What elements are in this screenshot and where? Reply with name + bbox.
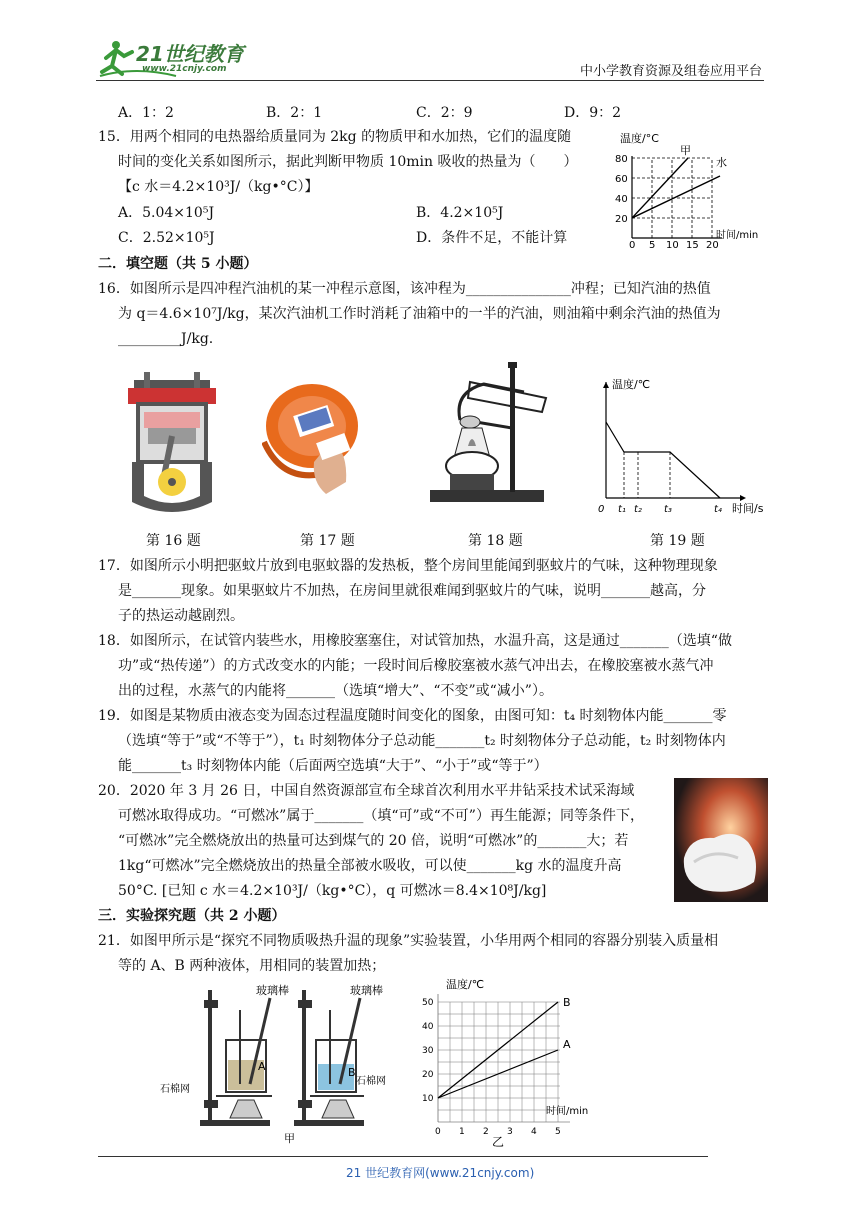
mosquito-heater-photo: [262, 382, 358, 498]
q19-line3: 能_______t₃ 时刻物体内能（后面两空选填“大于”、“小于”或“等于”）: [118, 758, 548, 774]
q19-line2: （选填“等于”或“不等于”），t₁ 时刻物体分子总动能_______t₂ 时刻物体分子总动能，t₂ 时刻物体内: [118, 733, 726, 749]
q15-graph-jia-label: 甲: [680, 144, 691, 157]
q21-line1: 21．如图甲所示是“探究不同物质吸热升温的现象”实验装置，小华用两个相同的容器分别装入质量相: [98, 933, 719, 949]
svg-text:5: 5: [555, 1127, 561, 1137]
q17-line3: 子的热运动越剧烈。: [118, 608, 244, 624]
caption-q19: 第 19 题: [650, 533, 705, 549]
svg-text:t₁: t₁: [618, 504, 626, 515]
q21-line2: 等的 A、B 两种液体，用相同的装置加热；: [118, 958, 386, 974]
svg-text:1: 1: [459, 1127, 465, 1137]
q18-line1: 18．如图所示，在试管内装些水，用橡胶塞塞住，对试管加热，水温升高，这是通过_______（选填“做: [98, 633, 732, 649]
q16-line1: 16．如图所示是四冲程汽油机的某一冲程示意图，该冲程为_______________冲程；已知汽油的热值: [98, 281, 711, 297]
svg-text:20: 20: [706, 240, 719, 248]
fig21-asbestos-b: 石棉网: [356, 1076, 386, 1087]
fig21-xlabel: 时间/min: [546, 1106, 589, 1117]
q20-line3: “可燃冰”完全燃烧放出的热量可达到煤气的 20 倍，说明“可燃冰”的_______大；若: [118, 833, 629, 849]
svg-text:0: 0: [629, 240, 636, 248]
svg-text:20: 20: [615, 214, 628, 225]
footer-text: 21 世纪教育网(www.21cnjy.com): [346, 1166, 535, 1180]
svg-text:20: 20: [422, 1070, 434, 1080]
svg-text:80: 80: [615, 154, 628, 165]
fig21-glass-rod-a: 玻璃棒: [256, 984, 289, 997]
caption-q18: 第 18 题: [468, 533, 523, 549]
fig21-ylabel: 温度/℃: [446, 978, 485, 991]
fig19-xlabel: 时间/s: [732, 502, 764, 515]
q17-line1: 17．如图所示小明把驱蚊片放到电驱蚊器的发热板，整个房间里能闻到驱蚊片的气味，这种物理现象: [98, 558, 718, 574]
caption-q16: 第 16 题: [146, 533, 201, 549]
combustible-ice-photo: [674, 778, 768, 902]
q14-option-a: A．1：2: [118, 105, 174, 121]
logo-text: 21世纪教育: [136, 42, 244, 66]
cooling-curve-graph: [592, 376, 776, 520]
q15-graph-ylabel: 温度/°C: [620, 132, 659, 145]
q17-line2: 是_______现象。如果驱蚊片不加热，在房间里就很难闻到驱蚊片的气味，说明_______越高，分: [118, 583, 706, 599]
q20-line5: 50°C. [已知 c 水＝4.2×10³J/（kg•°C），q 可燃冰＝8.4×10⁸J/kg]: [118, 883, 547, 899]
svg-text:0: 0: [435, 1127, 441, 1137]
svg-text:40: 40: [422, 1022, 434, 1032]
q15-graph-xlabel: 时间/min: [716, 230, 759, 241]
q18-line3: 出的过程，水蒸气的内能将_______（选填“增大”、“不变”或“减小”）。: [118, 683, 553, 699]
q20-line2: 可燃冰取得成功。“可燃冰”属于_______（填“可”或“不可”）再生能源；同等条件下，: [118, 808, 644, 824]
svg-text:4: 4: [531, 1127, 537, 1137]
section2-title: 二．填空题（共 5 小题）: [98, 256, 258, 272]
q20-line4: 1kg“可燃冰”完全燃烧放出的热量全部被水吸收，可以使_______kg 水的温度升高: [118, 858, 622, 874]
q15-series-water: [632, 176, 720, 218]
caption-q17: 第 17 题: [300, 533, 355, 549]
fig21-label-b: B: [348, 1066, 356, 1079]
svg-text:50: 50: [422, 998, 434, 1008]
header-platform: 中小学教育资源及组卷应用平台: [580, 64, 763, 79]
header-rule: [96, 80, 764, 81]
fig19-curve: [606, 422, 720, 498]
fig21-temperature-graph: [420, 974, 604, 1148]
svg-text:15: 15: [686, 240, 699, 248]
q15-option-b: B．4.2×10⁵J: [416, 205, 504, 221]
svg-text:A: A: [563, 1038, 571, 1051]
svg-text:30: 30: [422, 1046, 434, 1056]
fig21-asbestos-a: 石棉网: [160, 1084, 190, 1095]
svg-text:10: 10: [422, 1094, 434, 1104]
fig21-caption-yi: 乙: [492, 1135, 505, 1148]
fig21-label-a: A: [258, 1060, 266, 1073]
q15-line2: 时间的变化关系如图所示，据此判断甲物质 10min 吸收的热量为（ ）: [118, 154, 578, 170]
q14-option-b: B．2：1: [266, 105, 323, 121]
svg-text:5: 5: [649, 240, 656, 248]
q15-graph-water-label: 水: [716, 156, 727, 169]
fig21-caption-jia: 甲: [284, 1132, 295, 1145]
svg-text:60: 60: [615, 174, 628, 185]
q16-line3: _________J/kg.: [118, 331, 214, 347]
svg-text:t₂: t₂: [634, 504, 642, 515]
logo-url: www.21cnjy.com: [142, 64, 227, 74]
svg-text:2: 2: [483, 1127, 489, 1137]
fig21-apparatus: [160, 980, 400, 1146]
svg-text:t₃: t₃: [664, 504, 672, 515]
svg-text:t₄: t₄: [714, 504, 722, 515]
svg-text:B: B: [563, 996, 571, 1009]
q19-line1: 19．如图是某物质由液态变为固态过程温度随时间变化的图象，由图可知：t₄ 时刻物体内能_______零: [98, 708, 727, 724]
svg-text:3: 3: [507, 1127, 513, 1137]
q14-option-d: D．9：2: [564, 105, 622, 121]
q15-series-jia: [632, 158, 688, 218]
q14-option-c: C．2：9: [416, 105, 473, 121]
footer-rule: [98, 1156, 708, 1157]
q15-option-c: C．2.52×10⁵J: [118, 230, 215, 246]
q18-line2: 功”或“热传递”）的方式改变水的内能；一段时间后橡胶塞被水蒸气冲出去，在橡胶塞被水蒸气冲: [118, 658, 714, 674]
q16-line2: 为 q＝4.6×10⁷J/kg，某次汽油机工作时消耗了油箱中的一半的汽油，则油箱中剩余汽油的热值为: [118, 306, 721, 322]
q15-line1: 15．用两个相同的电热器给质量同为 2kg 的物质甲和水加热，它们的温度随: [98, 129, 572, 145]
q15-option-a: A．5.04×10⁵J: [118, 205, 215, 221]
header-logo: [96, 36, 266, 80]
svg-text:10: 10: [666, 240, 679, 248]
test-tube-apparatus: [424, 362, 554, 508]
fig19-ylabel: 温度/℃: [612, 378, 651, 391]
section3-title: 三．实验探究题（共 2 小题）: [98, 908, 286, 924]
q15-line3: 【c 水＝4.2×10³J/（kg•°C）】: [118, 179, 319, 195]
fig21-grid: [438, 1002, 560, 1122]
q15-graph: [612, 128, 768, 248]
q15-option-d: D．条件不足，不能计算: [416, 230, 568, 246]
svg-text:40: 40: [615, 194, 628, 205]
fig21-glass-rod-b: 玻璃棒: [350, 984, 383, 997]
engine-diagram: [124, 372, 220, 512]
q20-line1: 20．2020 年 3 月 26 日，中国自然资源部宣布全球首次利用水平井钻采技术试采海域: [98, 783, 635, 799]
svg-text:0: 0: [598, 504, 605, 515]
